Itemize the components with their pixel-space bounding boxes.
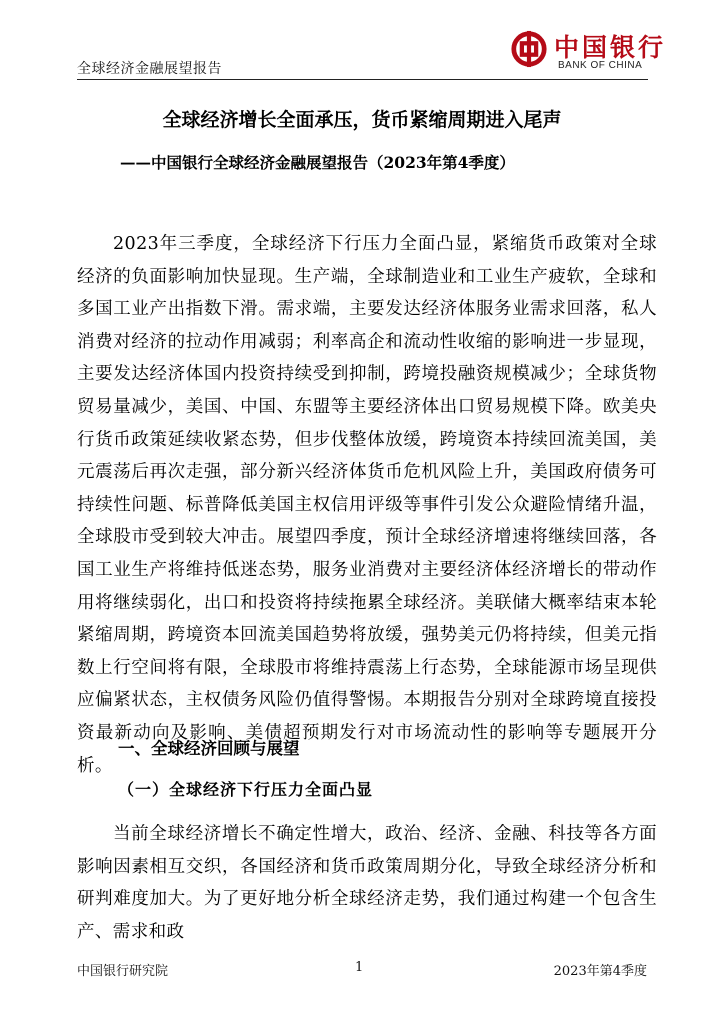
report-title: 全球经济增长全面承压，货币紧缩周期进入尾声 <box>162 109 562 131</box>
page-number: 1 <box>355 960 364 975</box>
footer-period: 2023年第4季度 <box>553 964 647 979</box>
subsection-heading: （一）全球经济下行压力全面凸显 <box>118 780 374 799</box>
header-divider <box>77 79 648 80</box>
bank-name-english: BANK OF CHINA <box>558 60 643 71</box>
report-subtitle: ——中国银行全球经济金融展望报告（2023年第4季度） <box>120 153 515 172</box>
section-heading: 一、全球经济回顾与展望 <box>118 739 300 758</box>
bank-of-china-emblem-icon <box>510 30 548 68</box>
intro-paragraph: 2023年三季度，全球经济下行压力全面凸显，紧缩货币政策对全球经济的负面影响加快显现。生产端，全球制造业和工业生产疲软，全球和多国工业产出指数下滑。需求端，主要发达经济体服务业需求回落，私人消费对经济的拉动作用减弱；利率高企和流动性收缩的影响进一步显现，主要发达经济体国内投资持续受到抑制，跨境投融资规模减少；全球货物贸易量减少，美国、中国、东盟等主要经济体出口贸易规模下降。欧美央行货币政策延续收紧态势，但步伐整体放缓，跨境资本持续回流美国，美元震荡后再次走强，部分新兴经济体货币危机风险上升，美国政府债务可持续性问题、标普降低美国主权信用评级等事件引发公众避险情绪升温，全球股市受到较大冲击。展望四季度，预计全球经济增速将继续回落，各国工业生产将维持低迷态势，服务业消费对主要经济体经济增长的带动作用将继续弱化，出口和投资将持续拖累全球经济。美联储大概率结束本轮紧缩周期，跨境资本回流美国趋势将放缓，强势美元仍将持续，但美元指数上行空间将有限，全球股市将维持震荡上行态势，全球能源市场呈现供应偏紧状态，主权债务风险仍值得警惕。本期报告分别对全球跨境直接投资最新动向及影响、美债超预期发行对市场流动性的影响等专题展开分析。 <box>77 234 657 776</box>
report-series-title: 全球经济金融展望报告 <box>77 61 222 77</box>
bank-name-chinese: 中国银行 <box>554 33 667 62</box>
bank-logo <box>510 26 667 74</box>
footer-institution: 中国银行研究院 <box>77 964 169 979</box>
section-paragraph: 当前全球经济增长不确定性增大，政治、经济、金融、科技等各方面影响因素相互交织，各国经济和货币政策周期分化，导致全球经济分析和研判难度加大。为了更好地分析全球经济走势，我们通过构建一个包含生产、需求和政 <box>77 824 657 942</box>
